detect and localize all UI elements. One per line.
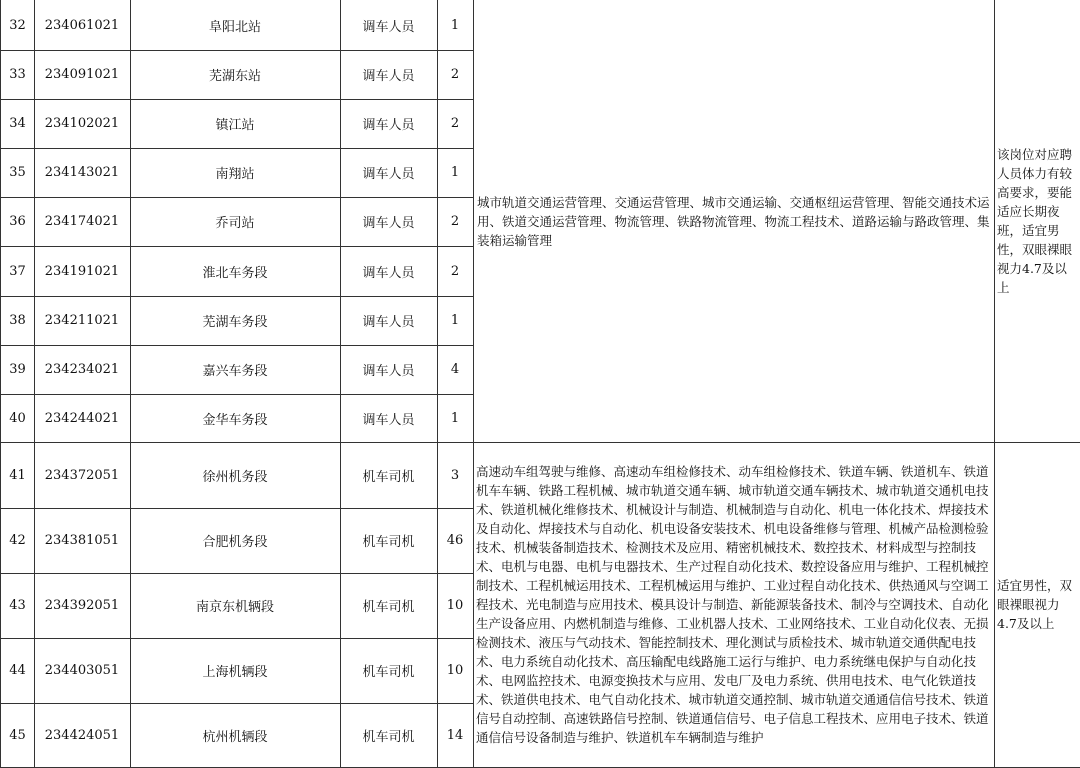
position-cell: 机车司机 [340, 508, 438, 574]
row-number-cell: 43 [0, 573, 35, 639]
row-number-cell: 42 [0, 508, 35, 574]
headcount-cell: 2 [437, 246, 474, 297]
position-cell: 机车司机 [340, 703, 438, 768]
row-number-cell: 39 [0, 345, 35, 395]
row-number-cell: 32 [0, 0, 35, 51]
row-number-cell: 34 [0, 99, 35, 149]
post-code-cell: 234102021 [34, 99, 131, 149]
unit-name-cell: 阜阳北站 [130, 0, 341, 51]
required-majors-cell: 城市轨道交通运营管理、交通运营管理、城市交通运输、交通枢纽运营管理、智能交通技术运用、铁道交通运营管理、物流管理、铁路物流管理、物流工程技术、道路运输与路政管理、集装箱运输管理 [473, 0, 995, 443]
unit-name-cell: 乔司站 [130, 197, 341, 247]
headcount-cell: 2 [437, 50, 474, 100]
post-code-cell: 234372051 [34, 442, 131, 509]
post-code-cell: 234174021 [34, 197, 131, 247]
unit-name-cell: 嘉兴车务段 [130, 345, 341, 395]
row-number-cell: 45 [0, 703, 35, 768]
position-cell: 调车人员 [340, 99, 438, 149]
position-cell: 调车人员 [340, 148, 438, 198]
unit-name-cell: 杭州机辆段 [130, 703, 341, 768]
headcount-cell: 1 [437, 296, 474, 346]
row-number-cell: 40 [0, 394, 35, 443]
headcount-cell: 2 [437, 99, 474, 149]
row-number-cell: 36 [0, 197, 35, 247]
post-code-cell: 234381051 [34, 508, 131, 574]
row-number-cell: 33 [0, 50, 35, 100]
other-requirements-cell: 该岗位对应聘人员体力有较高要求，要能适应长期夜班，适宜男性，双眼裸眼视力4.7及以上 [994, 0, 1080, 443]
position-cell: 机车司机 [340, 638, 438, 704]
position-cell: 调车人员 [340, 197, 438, 247]
headcount-cell: 2 [437, 197, 474, 247]
unit-name-cell: 上海机辆段 [130, 638, 341, 704]
post-code-cell: 234424051 [34, 703, 131, 768]
headcount-cell: 4 [437, 345, 474, 395]
post-code-cell: 234211021 [34, 296, 131, 346]
unit-name-cell: 金华车务段 [130, 394, 341, 443]
row-number-cell: 44 [0, 638, 35, 704]
row-number-cell: 37 [0, 246, 35, 297]
headcount-cell: 1 [437, 394, 474, 443]
position-cell: 机车司机 [340, 442, 438, 509]
unit-name-cell: 镇江站 [130, 99, 341, 149]
headcount-cell: 10 [437, 638, 474, 704]
headcount-cell: 1 [437, 0, 474, 51]
post-code-cell: 234091021 [34, 50, 131, 100]
post-code-cell: 234234021 [34, 345, 131, 395]
headcount-cell: 46 [437, 508, 474, 574]
row-number-cell: 41 [0, 442, 35, 509]
position-cell: 调车人员 [340, 246, 438, 297]
post-code-cell: 234244021 [34, 394, 131, 443]
required-majors-cell: 高速动车组驾驶与维修、高速动车组检修技术、动车组检修技术、铁道车辆、铁道机车、铁道机车车辆、铁路工程机械、城市轨道交通车辆、城市轨道交通车辆技术、城市轨道交通机电技术、铁道机械化维修技术、机械设计与制造、机械制造与自动化、机电一体化技术、焊接技术及自动化、焊接技术与自动化、机电设备安装技术、机电设备维修与管理、机械产品检测检验技术、机械装备制造技术、检测技术及应用、精密机械技术、数控技术、材料成型与控制技术、电机与电器、电机与电器技术、生产过程自动化技术、数控设备应用与维护、工程机械控制技术、工程机械运用技术、工程机械运用与维护、工业过程自动化技术、供热通风与空调工程技术、光电制造与应用技术、模具设计与制造、新能源装备技术、制冷与空调技术、自动化生产设备应用、内燃机制造与维修、工业机器人技术、工业网络技术、工业自动化仪表、无损检测技术、液压与气动技术、智能控制技术、理化测试与质检技术、城市轨道交通供配电技术、电力系统自动化技术、高压输配电线路施工运行与维护、电力系统继电保护与自动化技术、电网监控技术、电源变换技术与应用、发电厂及电力系统、供用电技术、电气化铁道技术、铁道供电技术、电气自动化技术、城市轨道交通控制、城市轨道交通通信信号技术、铁道信号自动控制、高速铁路信号控制、铁道通信信号、电子信息工程技术、应用电子技术、铁道通信信号设备制造与维护、铁道机车车辆制造与维护 [473, 442, 995, 768]
position-cell: 调车人员 [340, 50, 438, 100]
row-number-cell: 35 [0, 148, 35, 198]
other-requirements-cell: 适宜男性，双眼裸眼视力4.7及以上 [994, 442, 1080, 768]
post-code-cell: 234392051 [34, 573, 131, 639]
unit-name-cell: 徐州机务段 [130, 442, 341, 509]
post-code-cell: 234143021 [34, 148, 131, 198]
headcount-cell: 14 [437, 703, 474, 768]
unit-name-cell: 淮北车务段 [130, 246, 341, 297]
unit-name-cell: 南翔站 [130, 148, 341, 198]
unit-name-cell: 南京东机辆段 [130, 573, 341, 639]
row-number-cell: 38 [0, 296, 35, 346]
headcount-cell: 10 [437, 573, 474, 639]
position-cell: 调车人员 [340, 394, 438, 443]
post-code-cell: 234061021 [34, 0, 131, 51]
position-cell: 调车人员 [340, 296, 438, 346]
position-cell: 机车司机 [340, 573, 438, 639]
unit-name-cell: 芜湖车务段 [130, 296, 341, 346]
position-cell: 调车人员 [340, 345, 438, 395]
headcount-cell: 1 [437, 148, 474, 198]
unit-name-cell: 合肥机务段 [130, 508, 341, 574]
headcount-cell: 3 [437, 442, 474, 509]
unit-name-cell: 芜湖东站 [130, 50, 341, 100]
post-code-cell: 234191021 [34, 246, 131, 297]
position-cell: 调车人员 [340, 0, 438, 51]
post-code-cell: 234403051 [34, 638, 131, 704]
